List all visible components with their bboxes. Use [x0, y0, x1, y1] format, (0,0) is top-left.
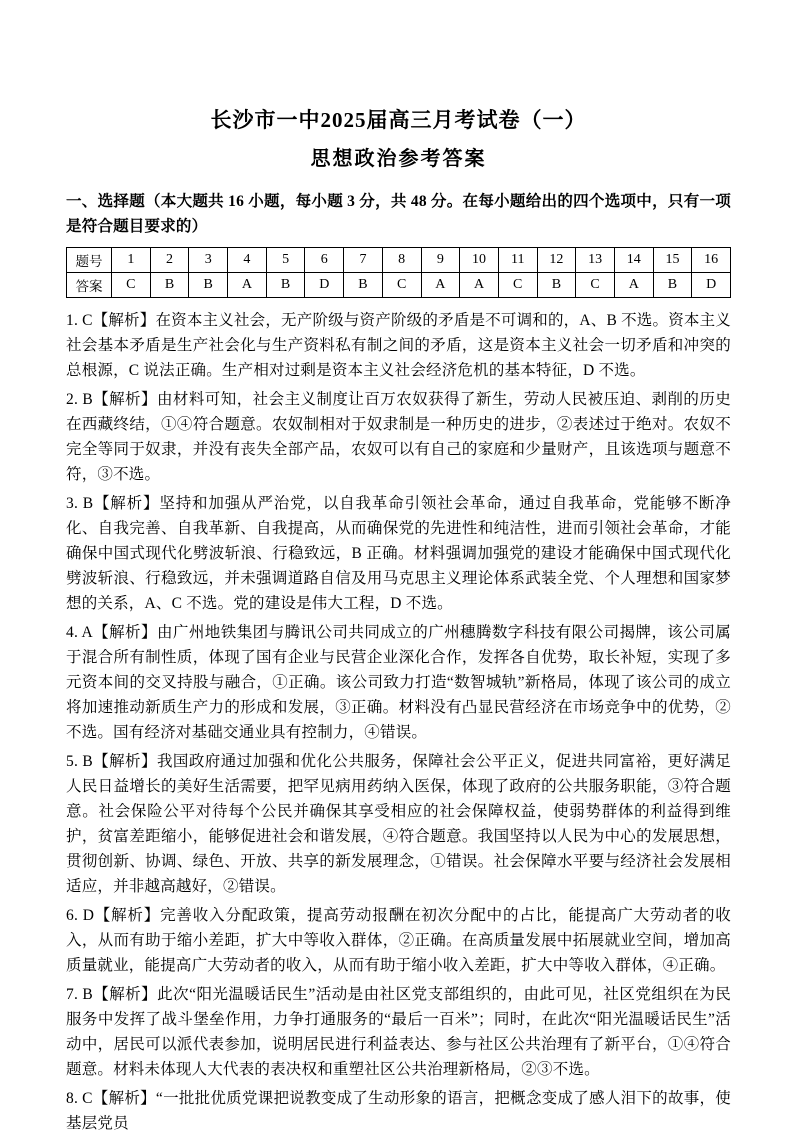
answer-cell: C	[382, 273, 421, 298]
question-number-cell: 10	[460, 248, 499, 273]
question-number-cell: 11	[498, 248, 537, 273]
answer-cell: D	[692, 273, 731, 298]
question-number-cell: 14	[614, 248, 653, 273]
answer-key-subtitle: 思想政治参考答案	[310, 148, 487, 170]
answer-cell: C	[576, 273, 615, 298]
question-number-cell: 7	[344, 248, 383, 273]
answer-cell: B	[189, 273, 228, 298]
answer-cell: B	[653, 273, 692, 298]
question-number-cell: 8	[382, 248, 421, 273]
question-number-cell: 9	[421, 248, 460, 273]
answer-table	[66, 247, 731, 298]
question-number-cell: 5	[266, 248, 305, 273]
explanation-paragraph-4: 4. A【解析】由广州地铁集团与腾讯公司共同成立的广州穗腾数字科技有限公司揭牌，该公司属于混合所有制性质，体现了国有企业与民营企业深化合作，发挥各自优势，取长补短，实现了多元资本间的交叉持股与融合，①正确。该公司致力打造“数智城轨”新格局，体现了该公司的成立将加速推动新质生产力的形成和发展，③正确。材料没有凸显民营经济在市场竞争中的优势，②不选。国有经济对基础交通业具有控制力，④错误。	[66, 624, 731, 741]
explanations-section	[66, 308, 731, 1136]
question-number-cell: 6	[305, 248, 344, 273]
answer-cell: D	[305, 273, 344, 298]
answer-cell: C	[498, 273, 537, 298]
answer-cell: B	[537, 273, 576, 298]
explanation-paragraph-6: 6. D【解析】完善收入分配政策，提高劳动报酬在初次分配中的占比，能提高广大劳动者的收入，从而有助于缩小差距，扩大中等收入群体，②正确。在高质量发展中拓展就业空间，增加高质量就业，能提高广大劳动者的收入，从而有助于缩小收入差距，扩大中等收入群体，④正确。	[66, 907, 731, 974]
exam-title: 长沙市一中2025届高三月考试卷（一）	[210, 108, 587, 132]
question-number-cell: 16	[692, 248, 731, 273]
question-number-cell: 12	[537, 248, 576, 273]
explanation-paragraph-1: 1. C【解析】在资本主义社会，无产阶级与资产阶级的矛盾是不可调和的，A、B 不选。资本主义社会基本矛盾是生产社会化与生产资料私有制之间的矛盾，这是资本主义社会一切矛盾和冲突的总根源，C 说法正确。生产相对过剩是资本主义社会经济危机的基本特征，D 不选。	[66, 312, 731, 379]
section-heading: 一、选择题（本大题共 16 小题，每小题 3 分，共 48 分。在每小题给出的四个选项中，只有一项是符合题目要求的）	[66, 193, 731, 235]
answer-row	[67, 273, 731, 298]
answer-cell: B	[344, 273, 383, 298]
explanation-paragraph-5: 5. B【解析】我国政府通过加强和优化公共服务，保障社会公平正义，促进共同富裕，更好满足人民日益增长的美好生活需要，把罕见病用药纳入医保，体现了政府的公共服务职能，③符合题意。社会保险公平对待每个公民并确保其享受相应的社会保障权益，使弱势群体的利益得到维护，贫富差距缩小，能够促进社会和谐发展，④符合题意。我国坚持以人民为中心的发展思想，贯彻创新、协调、绿色、开放、共享的新发展理念，①错误。社会保障水平要与经济社会发展相适应，并非越高越好，②错误。	[66, 753, 731, 895]
question-number-cell: 3	[189, 248, 228, 273]
answer-cell: A	[421, 273, 460, 298]
explanation-paragraph-8: 8. C【解析】“一批批优质党课把说教变成了生动形象的语言，把概念变成了感人泪下的故事，使基层党员	[66, 1090, 731, 1132]
explanation-paragraph-2: 2. B【解析】由材料可知，社会主义制度让百万农奴获得了新生，劳动人民被压迫、剥削的历史在西藏终结，①④符合题意。农奴制相对于奴隶制是一种历史的进步，②表述过于绝对。农奴不完全等同于奴隶，并没有丧失全部产品，农奴可以有自己的家庭和少量财产，且该选项与题意不符，③不选。	[66, 391, 731, 483]
question-number-cell: 1	[112, 248, 151, 273]
answer-cell: A	[460, 273, 499, 298]
question-number-cell: 4	[228, 248, 267, 273]
question-number-row	[67, 248, 731, 273]
answer-cell: A	[614, 273, 653, 298]
explanation-paragraph-3: 3. B【解析】坚持和加强从严治党，以自我革命引领社会革命，通过自我革命，党能够不断净化、自我完善、自我革新、自我提高，从而确保党的先进性和纯洁性，进而引领社会革命，才能确保中国式现代化劈波斩浪、行稳致远，B 正确。材料强调加强党的建设才能确保中国式现代化劈波斩浪、行稳致远，并未强调道路自信及用马克思主义理论体系武装全党、个人理想和国家梦想的关系，A、C 不选。党的建设是伟大工程，D 不选。	[66, 495, 731, 612]
question-number-cell: 2	[150, 248, 189, 273]
answer-cell: A	[228, 273, 267, 298]
explanation-paragraph-7: 7. B【解析】此次“阳光温暖话民生”活动是由社区党支部组织的，由此可见，社区党组织在为民服务中发挥了战斗堡垒作用，力争打通服务的“最后一百米”；同时，在此次“阳光温暖话民生”活动中，居民可以派代表参加，说明居民进行利益表达、参与社区公共治理有了新平台，①④符合题意。材料未体现人大代表的表决权和重塑社区公共治理新格局，②③不选。	[66, 986, 731, 1078]
row-header-question-number: 题号	[67, 248, 112, 273]
answer-cell: C	[112, 273, 151, 298]
question-number-cell: 15	[653, 248, 692, 273]
answer-cell: B	[150, 273, 189, 298]
question-number-cell: 13	[576, 248, 615, 273]
row-header-answer: 答案	[67, 273, 112, 298]
answer-cell: B	[266, 273, 305, 298]
